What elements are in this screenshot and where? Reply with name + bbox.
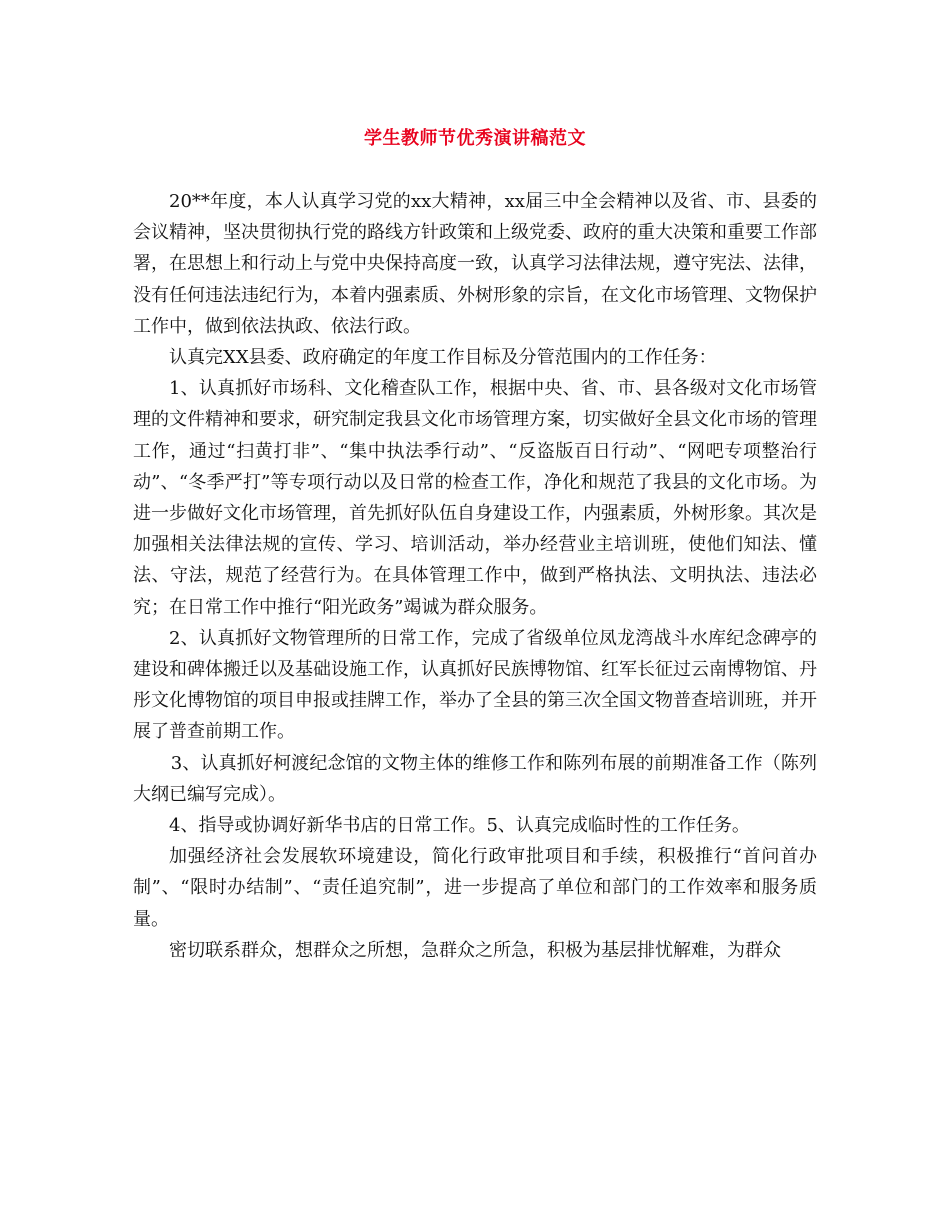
document-body: [133, 186, 817, 966]
paragraph-item-3: 3、认真抓好柯渡纪念馆的文物主体的维修工作和陈列布展的前期准备工作（陈列大纲已编写完成）。: [133, 752, 817, 805]
paragraph-item-4-5: 4、指导或协调好新华书店的日常工作。5、认真完成临时性的工作任务。: [169, 815, 750, 837]
paragraph-task-intro: 认真完XX县委、政府确定的年度工作目标及分管范围内的工作任务：: [169, 347, 717, 369]
paragraph-item-1: 1、认真抓好市场科、文化稽查队工作，根据中央、省、市、县各级对文化市场管理的文件精神和要求，研究制定我县文化市场管理方案，切实做好全县文化市场的管理工作，通过“扫黄打非”、“集中执法季行动”、“反盗版百日行动”、“网吧专项整治行动”、“冬季严打”等专项行动以及日常的检查工作，净化和规范了我县的文化市场。为进一步做好文化市场管理，首先抓好队伍自身建设工作，内强素质，外树形象。其次是加强相关法律法规的宣传、学习、培训活动，举办经营业主培训班，使他们知法、懂法、守法，规范了经营行为。在具体管理工作中，做到严格执法、文明执法、违法必究；在日常工作中推行“阳光政务”竭诚为群众服务。: [133, 378, 817, 618]
paragraph-masses: 密切联系群众，想群众之所想，急群众之所急，积极为基层排忧解难，为群众: [169, 939, 781, 961]
document-title: 学生教师节优秀演讲稿范文: [364, 128, 586, 149]
paragraph-item-2: 2、认真抓好文物管理所的日常工作，完成了省级单位凤龙湾战斗水库纪念碑亭的建设和碑体搬迁以及基础设施工作，认真抓好民族博物馆、红军长征过云南博物馆、丹彤文化博物馆的项目申报或挂牌工作，举办了全县的第三次全国文物普查培训班，并开展了普查前期工作。: [133, 627, 817, 743]
paragraph-intro: 20**年度，本人认真学习党的xx大精神，xx届三中全会精神以及省、市、县委的会议精神，坚决贯彻执行党的路线方针政策和上级党委、政府的重大决策和重要工作部署，在思想上和行动上与党中央保持高度一致，认真学习法律法规，遵守宪法、法律，没有任何违法违纪行为，本着内强素质、外树形象的宗旨，在文化市场管理、文物保护工作中，做到依法执政、依法行政。: [133, 191, 817, 337]
paragraph-environment: 加强经济社会发展软环境建设，简化行政审批项目和手续，积极推行“首问首办制”、“限时办结制”、“责任追究制”，进一步提高了单位和部门的工作效率和服务质量。: [133, 846, 817, 930]
